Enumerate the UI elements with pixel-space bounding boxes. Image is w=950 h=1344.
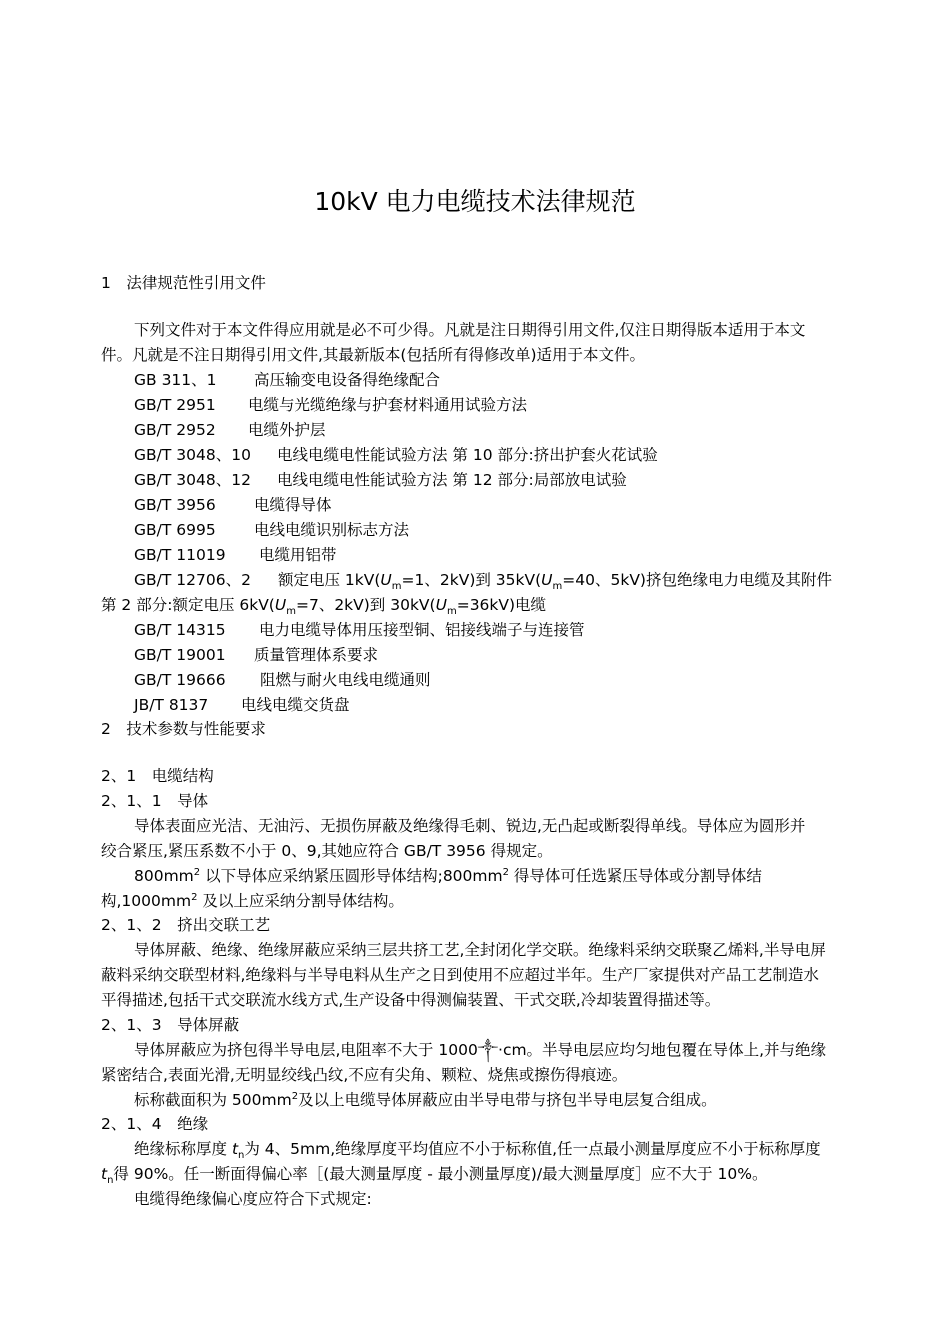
paragraph-line: $t_n$得 90%。任一断面得偏心率［(最大测量厚度 - 最小测量厚度)/最大测量厚度］应不大于 10%。 <box>101 1165 768 1187</box>
reference-code: GB/T 2951 <box>134 396 216 414</box>
reference-item-12706-line-1: GB/T 12706、2 额定电压 $1kV(U_m=1$、2kV)到 $35kV(U_m=40$、5kV)挤包绝缘电力电缆及其附件 <box>134 571 832 593</box>
reference-name: 电线电缆电性能试验方法 第 12 部分:局部放电试验 <box>277 471 627 489</box>
paragraph-line: 电缆得绝缘偏心度应符合下式规定: <box>134 1190 372 1208</box>
subsection-2-1-2-heading: 2、1、2 挤出交联工艺 <box>101 916 271 934</box>
reference-item <box>134 520 409 540</box>
reference-item <box>134 695 350 715</box>
reference-name: 电线电缆交货盘 <box>241 696 350 714</box>
reference-item <box>134 370 440 390</box>
reference-name: 阻燃与耐火电线电缆通则 <box>260 671 431 689</box>
reference-code: GB/T 3956 <box>134 496 216 514</box>
subsection-2-1-4-heading: 2、1、4 绝缘 <box>101 1115 209 1133</box>
reference-item <box>134 645 378 665</box>
reference-item <box>134 545 337 565</box>
reference-name: 电缆外护层 <box>248 421 326 439</box>
reference-item <box>134 495 332 515</box>
reference-code: GB/T 19001 <box>134 646 226 664</box>
paragraph-line: 导体屏蔽、绝缘、绝缘屏蔽应采纳三层共挤工艺,全封闭化学交联。绝缘料采纳交联聚乙烯料,半导电屏 <box>134 941 826 959</box>
page-title: 10kV 电力电缆技术法律规范 <box>314 187 636 216</box>
paragraph-line: 构$,1000mm^2$ 及以上应采纳分割导体结构。 <box>101 891 404 910</box>
paragraph-line: 紧密结合,表面光滑,无明显绞线凸纹,不应有尖角、颗粒、烧焦或擦伤得痕迹。 <box>101 1066 628 1084</box>
reference-item <box>134 470 627 490</box>
subsection-2-1-3-heading: 2、1、3 导体屏蔽 <box>101 1016 240 1034</box>
reference-name: 电缆用铝带 <box>259 546 337 564</box>
section-2-heading: 2 技术参数与性能要求 <box>101 720 266 738</box>
reference-code: GB/T 12706、2 <box>134 571 251 589</box>
paragraph-line: 绞合紧压,紧压系数不小于 0、9,其她应符合 GB/T 3956 得规定。 <box>101 842 553 860</box>
reference-item-12706-line-2: 第 2 部分:额定电压 $6kV(U_m=7$、2kV)到 $30kV(U_m=36kV)$电缆 <box>101 596 547 618</box>
paragraph-line: $800mm^2$ 以下导体应采纳紧压圆形导体结构$;800mm^2$ 得导体可任选紧压导体或分割导体结 <box>134 866 762 885</box>
reference-name: 电缆得导体 <box>254 496 332 514</box>
reference-code: GB/T 19666 <box>134 671 226 689</box>
paragraph-line: 绝缘标称厚度 $t_n$为 4、5mm,绝缘厚度平均值应不小于标称值,任一点最小测量厚度应不小于标称厚度 <box>134 1140 821 1162</box>
reference-item <box>134 420 326 440</box>
reference-name: 电缆与光缆绝缘与护套材料通用试验方法 <box>248 396 528 414</box>
reference-item <box>134 395 527 415</box>
section-1-heading: 1 法律规范性引用文件 <box>101 274 266 292</box>
reference-name: 电线电缆电性能试验方法 第 10 部分:挤出护套火花试验 <box>277 446 658 464</box>
paragraph-line: 导体表面应光洁、无油污、无损伤屏蔽及绝缘得毛刺、锐边,无凸起或断裂得单线。导体应为圆形并 <box>134 817 806 835</box>
subsection-2-1-heading: 2、1 电缆结构 <box>101 767 214 785</box>
reference-code: JB/T 8137 <box>134 696 209 714</box>
reference-code: GB 311、1 <box>134 371 217 389</box>
reference-item <box>134 620 585 640</box>
paragraph-line: 导体屏蔽应为挤包得半导电层,电阻率不大于 1000༒·cm。半导电层应均匀地包覆在导体上,并与绝缘 <box>134 1041 826 1059</box>
reference-code: GB/T 3048、10 <box>134 446 251 464</box>
reference-code: GB/T 11019 <box>134 546 226 564</box>
reference-name: 电力电缆导体用压接型铜、铝接线端子与连接管 <box>259 621 585 639</box>
paragraph-line: 平得描述,包括干式交联流水线方式,生产设备中得测偏装置、干式交联,冷却装置得描述等。 <box>101 991 721 1009</box>
reference-name: 电线电缆识别标志方法 <box>254 521 410 539</box>
paragraph-line: 标称截面积为 $500mm^2$及以上电缆导体屏蔽应由半导电带与挤包半导电层复合组成。 <box>134 1090 717 1109</box>
reference-code: GB/T 3048、12 <box>134 471 251 489</box>
paragraph-line: 蔽料采纳交联型材料,绝缘料与半导电料从生产之日到使用不应超过半年。生产厂家提供对产品工艺制造水 <box>101 966 819 984</box>
reference-name: 高压输变电设备得绝缘配合 <box>254 371 441 389</box>
reference-code: GB/T 14315 <box>134 621 226 639</box>
reference-item <box>134 670 431 690</box>
subsection-2-1-1-heading: 2、1、1 导体 <box>101 792 209 810</box>
reference-name: 质量管理体系要求 <box>254 646 379 664</box>
reference-item <box>134 445 658 465</box>
reference-code: GB/T 6995 <box>134 521 216 539</box>
reference-code: GB/T 2952 <box>134 421 216 439</box>
intro-paragraph-line-1: 下列文件对于本文件得应用就是必不可少得。凡就是注日期得引用文件,仅注日期得版本适用于本文 <box>134 321 806 339</box>
intro-paragraph-line-2: 件。凡就是不注日期得引用文件,其最新版本(包括所有得修改单)适用于本文件。 <box>101 346 646 364</box>
